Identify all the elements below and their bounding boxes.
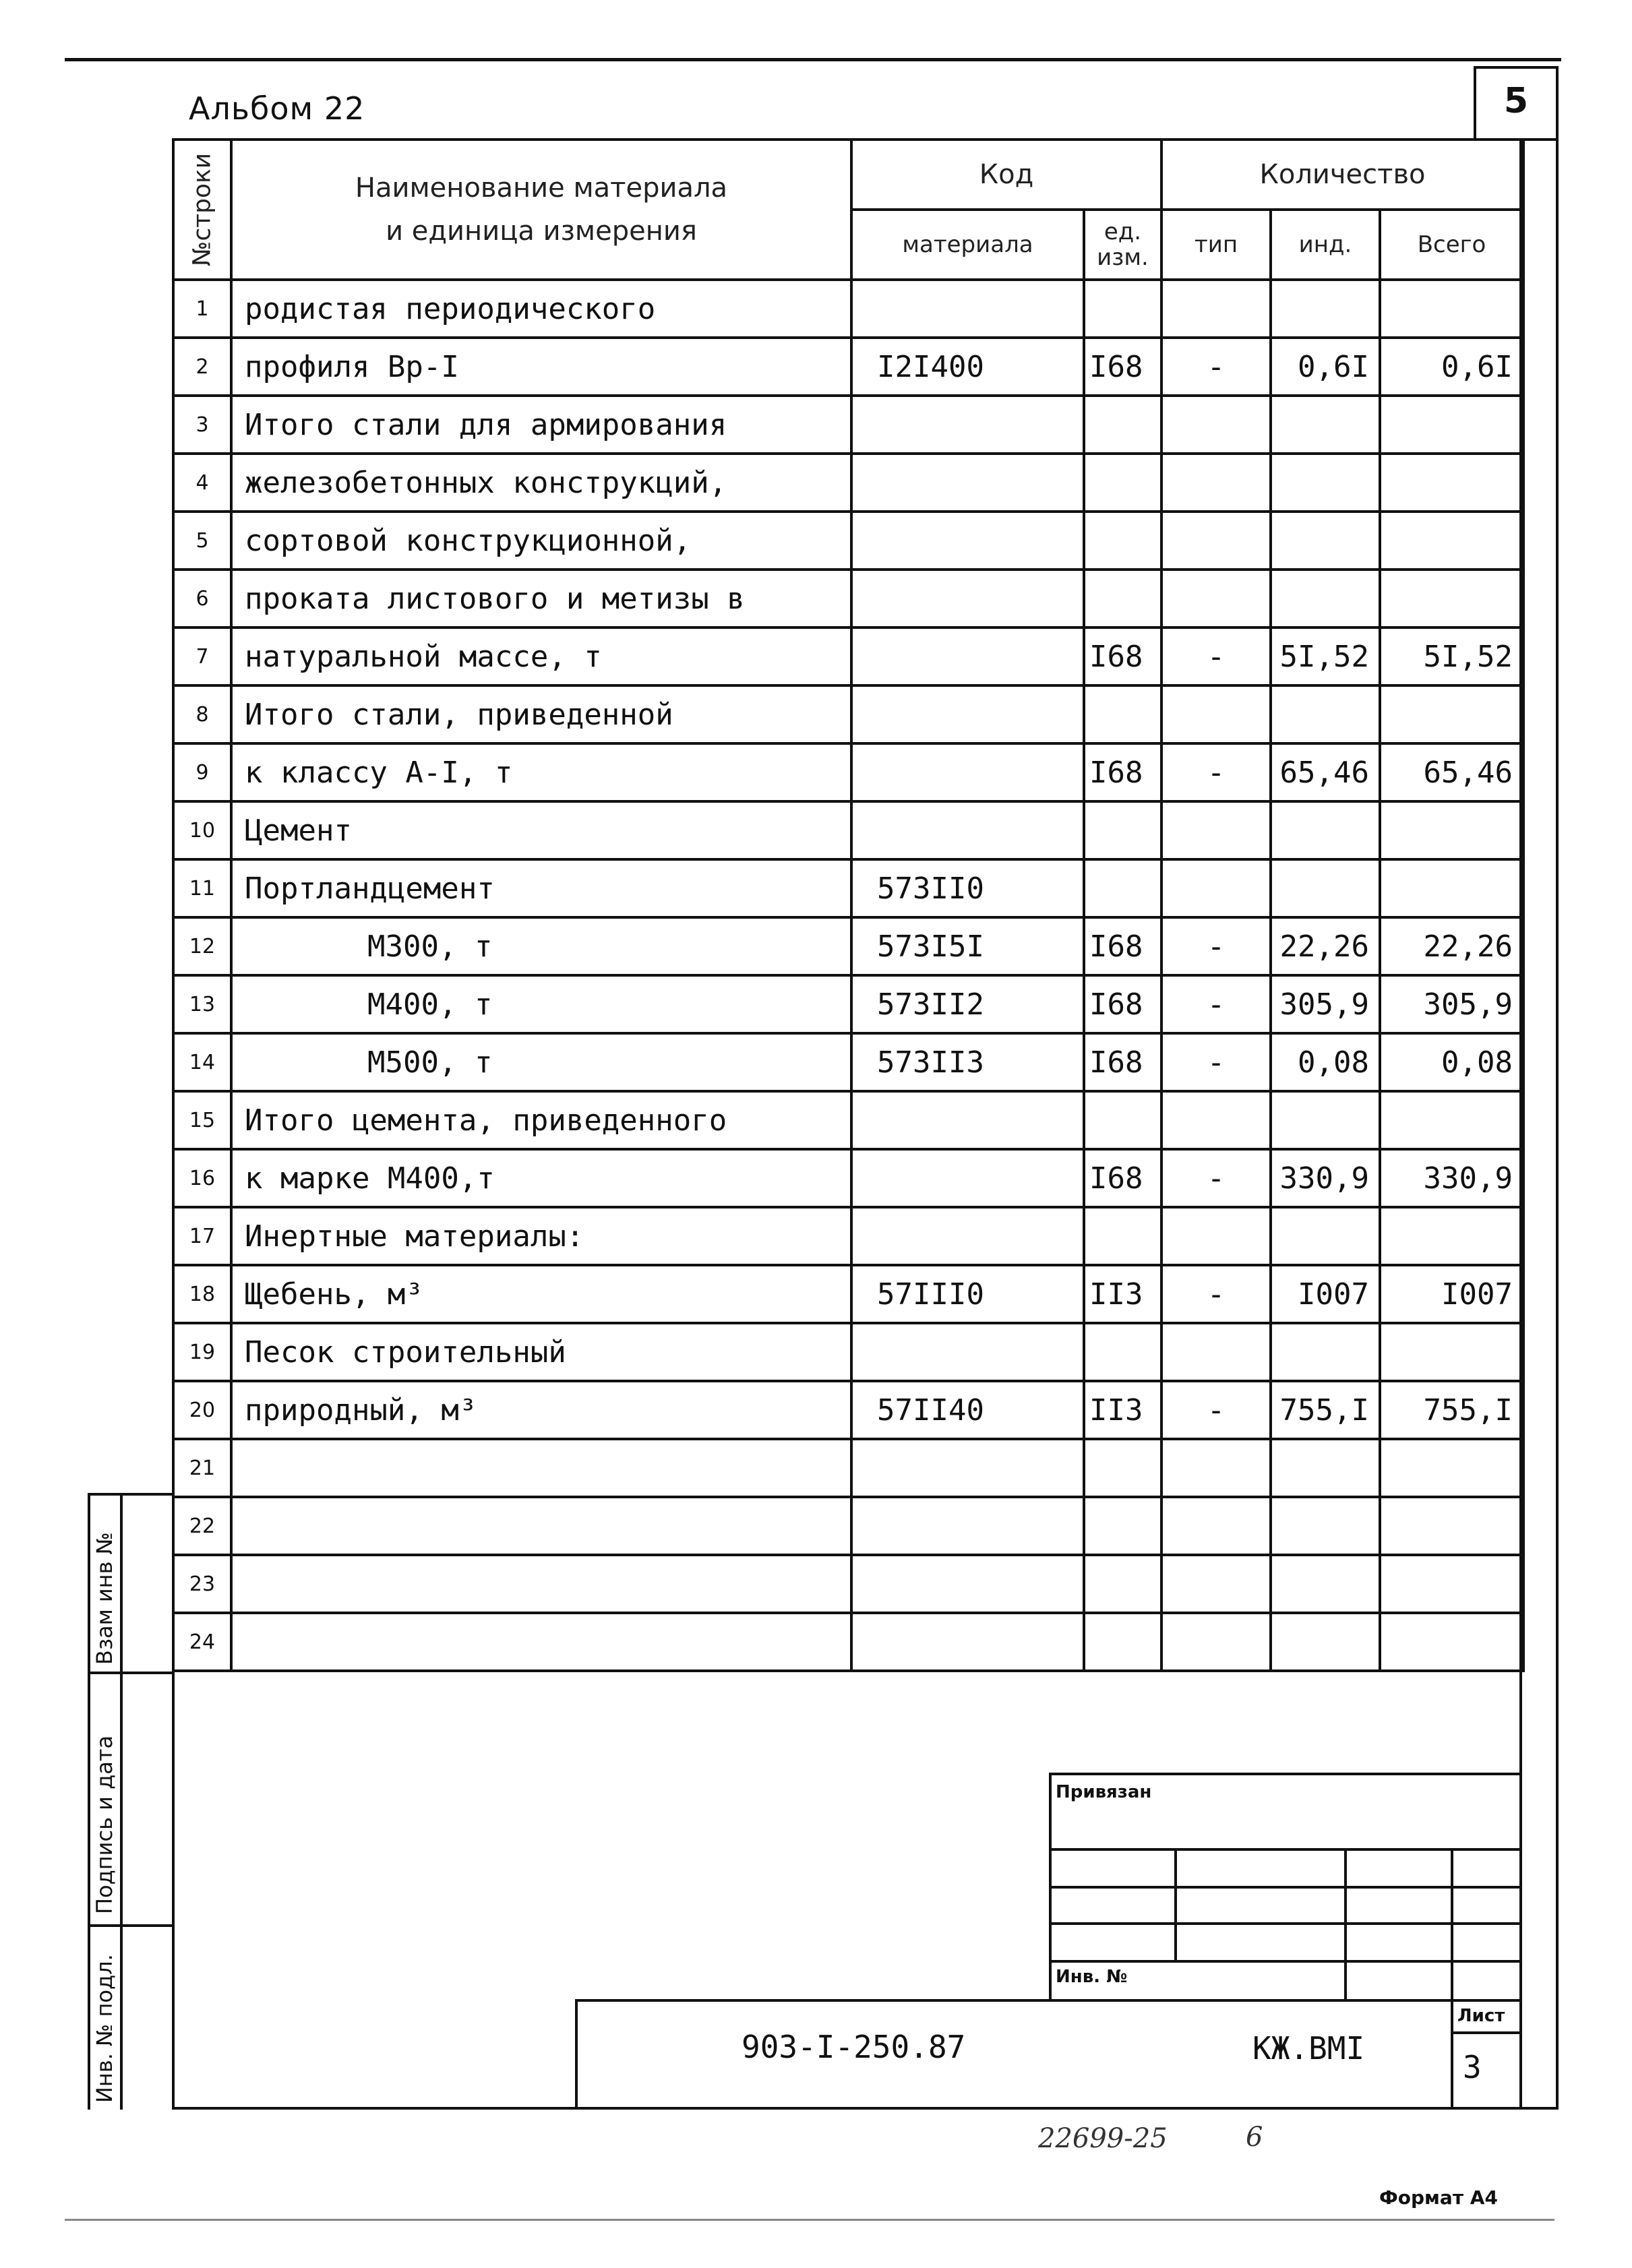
row-number-cell: 20 xyxy=(173,1381,231,1439)
qty-total-cell: 305,9 xyxy=(1380,975,1523,1033)
material-code-cell: 573II3 xyxy=(851,1033,1084,1091)
table-row xyxy=(173,743,1523,801)
table-row xyxy=(173,1033,1523,1091)
table-row xyxy=(173,917,1523,975)
qty-type-cell xyxy=(1161,280,1271,338)
unit-code-cell xyxy=(1084,1497,1161,1555)
material-name-cell: Щебень, м³ xyxy=(231,1265,851,1323)
qty-ind-cell xyxy=(1271,1555,1380,1613)
unit-code-cell xyxy=(1084,396,1161,454)
qty-ind-cell: 5I,52 xyxy=(1271,627,1380,685)
table-row xyxy=(173,1207,1523,1265)
qty-total-cell: 65,46 xyxy=(1380,743,1523,801)
table-row xyxy=(173,801,1523,859)
qty-type-cell xyxy=(1161,396,1271,454)
table-row xyxy=(173,1091,1523,1149)
unit-code-cell xyxy=(1084,1323,1161,1381)
table-row xyxy=(173,1439,1523,1497)
qty-type-cell xyxy=(1161,801,1271,859)
designation-block xyxy=(575,1999,1522,2110)
qty-total-cell: 330,9 xyxy=(1380,1149,1523,1207)
table-row xyxy=(173,1613,1523,1671)
row-number-cell: 12 xyxy=(173,917,231,975)
qty-type-cell: - xyxy=(1161,743,1271,801)
unit-code-cell: II3 xyxy=(1084,1381,1161,1439)
row-number-cell: 3 xyxy=(173,396,231,454)
header-code: Код xyxy=(851,140,1161,210)
material-name-cell: Итого цемента, приведенного xyxy=(231,1091,851,1149)
material-code-cell xyxy=(851,512,1084,570)
unit-code-cell: I68 xyxy=(1084,627,1161,685)
material-code-cell: 573II0 xyxy=(851,859,1084,917)
qty-type-cell xyxy=(1161,1439,1271,1497)
stamp-column-left-line xyxy=(88,1493,90,2110)
qty-ind-cell: 305,9 xyxy=(1271,975,1380,1033)
stamp-inv-podl: Инв. № подл. xyxy=(92,1954,117,2103)
binding-col-2 xyxy=(1344,1848,1347,2002)
table-row xyxy=(173,1497,1523,1555)
table-row xyxy=(173,1149,1523,1207)
qty-ind-cell xyxy=(1271,1497,1380,1555)
qty-total-cell xyxy=(1380,685,1523,743)
qty-total-cell: 0,08 xyxy=(1380,1033,1523,1091)
material-name-cell: сортовой конструкционной, xyxy=(231,512,851,570)
qty-total-cell xyxy=(1380,1207,1523,1265)
row-number-cell: 18 xyxy=(173,1265,231,1323)
qty-ind-cell: 65,46 xyxy=(1271,743,1380,801)
row-number-cell: 9 xyxy=(173,743,231,801)
qty-ind-cell xyxy=(1271,1091,1380,1149)
row-number-cell: 14 xyxy=(173,1033,231,1091)
list-col-line xyxy=(1451,1999,1453,2110)
material-name-cell xyxy=(231,1439,851,1497)
material-name-cell: профиля Вр-I xyxy=(231,338,851,396)
list-label: Лист xyxy=(1457,2006,1505,2026)
qty-ind-cell: 755,I xyxy=(1271,1381,1380,1439)
table-row xyxy=(173,570,1523,627)
row-number-cell: 19 xyxy=(173,1323,231,1381)
inv-no-label: Инв. № xyxy=(1056,1967,1128,1987)
header-qty-ind: инд. xyxy=(1271,210,1380,280)
materials-table xyxy=(172,138,1525,1672)
material-code-cell xyxy=(851,1207,1084,1265)
row-number-cell: 7 xyxy=(173,627,231,685)
header-qty-total: Всего xyxy=(1380,210,1523,280)
unit-code-cell: I68 xyxy=(1084,917,1161,975)
stamp-vzam-inv: Взам инв № xyxy=(92,1532,117,1665)
row-number-cell: 2 xyxy=(173,338,231,396)
qty-ind-cell xyxy=(1271,512,1380,570)
row-number-cell: 13 xyxy=(173,975,231,1033)
unit-code-cell xyxy=(1084,454,1161,512)
qty-type-cell: - xyxy=(1161,1381,1271,1439)
qty-ind-cell xyxy=(1271,454,1380,512)
qty-type-cell xyxy=(1161,570,1271,627)
header-qty-type: тип xyxy=(1161,210,1271,280)
unit-code-cell xyxy=(1084,570,1161,627)
qty-type-cell: - xyxy=(1161,338,1271,396)
material-code-cell xyxy=(851,685,1084,743)
frame-outer-right-line xyxy=(1556,138,1559,2110)
material-name-cell: природный, м³ xyxy=(231,1381,851,1439)
table-row xyxy=(173,512,1523,570)
material-name-cell: Песок строительный xyxy=(231,1323,851,1381)
unit-code-cell: I68 xyxy=(1084,743,1161,801)
material-name-cell: железобетонных конструкций, xyxy=(231,454,851,512)
material-name-cell xyxy=(231,1497,851,1555)
material-name-cell: проката листового и метизы в xyxy=(231,570,851,627)
material-code-cell xyxy=(851,1091,1084,1149)
material-code-cell xyxy=(851,1323,1084,1381)
material-code-cell xyxy=(851,570,1084,627)
header-row-number: №строки xyxy=(173,140,231,280)
row-number-cell: 10 xyxy=(173,801,231,859)
qty-total-cell: 5I,52 xyxy=(1380,627,1523,685)
qty-total-cell: 0,6I xyxy=(1380,338,1523,396)
stamp-column-mid-line xyxy=(120,1493,123,2110)
stamp-divider-1 xyxy=(88,1672,174,1674)
qty-ind-cell: 22,26 xyxy=(1271,917,1380,975)
qty-total-cell xyxy=(1380,1091,1523,1149)
qty-type-cell: - xyxy=(1161,1265,1271,1323)
unit-code-cell xyxy=(1084,685,1161,743)
material-name-cell: Итого стали для армирования xyxy=(231,396,851,454)
unit-code-cell xyxy=(1084,1091,1161,1149)
qty-ind-cell xyxy=(1271,570,1380,627)
qty-ind-cell xyxy=(1271,801,1380,859)
unit-code-cell: I68 xyxy=(1084,1033,1161,1091)
unit-code-cell xyxy=(1084,512,1161,570)
qty-total-cell: 755,I xyxy=(1380,1381,1523,1439)
material-code-cell: 57III0 xyxy=(851,1265,1084,1323)
material-code-cell xyxy=(851,743,1084,801)
material-name-cell: натуральной массе, т xyxy=(231,627,851,685)
qty-total-cell xyxy=(1380,454,1523,512)
table-row xyxy=(173,338,1523,396)
doc-mark: КЖ.ВМI xyxy=(1252,2030,1365,2066)
frame-top-rule xyxy=(65,58,1561,61)
header-quantity: Количество xyxy=(1161,140,1523,210)
material-code-cell xyxy=(851,1613,1084,1671)
list-number: 3 xyxy=(1463,2049,1482,2085)
material-name-cell: Инертные материалы: xyxy=(231,1207,851,1265)
material-code-cell xyxy=(851,1555,1084,1613)
row-number-cell: 1 xyxy=(173,280,231,338)
unit-code-cell: I68 xyxy=(1084,1149,1161,1207)
material-code-cell xyxy=(851,801,1084,859)
material-code-cell: 573I5I xyxy=(851,917,1084,975)
material-name-cell: М300, т xyxy=(231,917,851,975)
qty-type-cell: - xyxy=(1161,1033,1271,1091)
table-row xyxy=(173,1381,1523,1439)
row-number-cell: 15 xyxy=(173,1091,231,1149)
qty-ind-cell: 330,9 xyxy=(1271,1149,1380,1207)
unit-code-cell xyxy=(1084,1555,1161,1613)
row-number-cell: 21 xyxy=(173,1439,231,1497)
row-number-cell: 8 xyxy=(173,685,231,743)
qty-total-cell xyxy=(1380,1555,1523,1613)
qty-type-cell xyxy=(1161,512,1271,570)
row-number-cell: 5 xyxy=(173,512,231,570)
qty-type-cell xyxy=(1161,1323,1271,1381)
table-row xyxy=(173,396,1523,454)
qty-total-cell xyxy=(1380,280,1523,338)
qty-ind-cell xyxy=(1271,1207,1380,1265)
table-row xyxy=(173,685,1523,743)
material-name-cell xyxy=(231,1555,851,1613)
qty-type-cell xyxy=(1161,1555,1271,1613)
table-row xyxy=(173,627,1523,685)
qty-type-cell xyxy=(1161,1091,1271,1149)
material-code-cell xyxy=(851,1439,1084,1497)
qty-total-cell xyxy=(1380,512,1523,570)
material-name-cell: М500, т xyxy=(231,1033,851,1091)
unit-code-cell xyxy=(1084,859,1161,917)
qty-total-cell xyxy=(1380,1497,1523,1555)
material-name-cell: М400, т xyxy=(231,975,851,1033)
qty-ind-cell: 0,6I xyxy=(1271,338,1380,396)
sheet-number: 5 xyxy=(1503,81,1529,121)
row-number-cell: 6 xyxy=(173,570,231,627)
qty-type-cell xyxy=(1161,685,1271,743)
material-name-cell: Портландцемент xyxy=(231,859,851,917)
frame-corner xyxy=(1519,138,1559,141)
qty-type-cell: - xyxy=(1161,1149,1271,1207)
qty-type-cell: - xyxy=(1161,975,1271,1033)
row-number-cell: 24 xyxy=(173,1613,231,1671)
material-name-cell: Цемент xyxy=(231,801,851,859)
qty-total-cell xyxy=(1380,1613,1523,1671)
unit-code-cell xyxy=(1084,801,1161,859)
binding-col-1 xyxy=(1174,1848,1177,1960)
qty-total-cell xyxy=(1380,396,1523,454)
stamp-podpis-data: Подпись и дата xyxy=(92,1735,117,1914)
qty-ind-cell xyxy=(1271,280,1380,338)
handwritten-mark: 6 xyxy=(1246,2122,1263,2153)
unit-code-cell xyxy=(1084,1439,1161,1497)
qty-total-cell: I007 xyxy=(1380,1265,1523,1323)
qty-ind-cell xyxy=(1271,1439,1380,1497)
table-row xyxy=(173,454,1523,512)
row-number-cell: 22 xyxy=(173,1497,231,1555)
header-code-material: материала xyxy=(851,210,1084,280)
row-number-cell: 17 xyxy=(173,1207,231,1265)
qty-ind-cell xyxy=(1271,685,1380,743)
qty-ind-cell: I007 xyxy=(1271,1265,1380,1323)
material-code-cell: 573II2 xyxy=(851,975,1084,1033)
handwritten-number: 22699-25 xyxy=(1038,2123,1168,2154)
table-row xyxy=(173,1265,1523,1323)
unit-code-cell xyxy=(1084,280,1161,338)
unit-code-cell: I68 xyxy=(1084,975,1161,1033)
qty-type-cell xyxy=(1161,1207,1271,1265)
material-code-cell: I2I400 xyxy=(851,338,1084,396)
qty-total-cell xyxy=(1380,570,1523,627)
material-code-cell: 57II40 xyxy=(851,1381,1084,1439)
stamp-divider-2 xyxy=(88,1924,174,1927)
unit-code-cell xyxy=(1084,1613,1161,1671)
bottom-rule xyxy=(65,2219,1554,2221)
unit-code-cell: I68 xyxy=(1084,338,1161,396)
material-code-cell xyxy=(851,280,1084,338)
material-code-cell xyxy=(851,627,1084,685)
qty-total-cell: 22,26 xyxy=(1380,917,1523,975)
material-code-cell xyxy=(851,1497,1084,1555)
material-name-cell: родистая периодического xyxy=(231,280,851,338)
row-number-cell: 4 xyxy=(173,454,231,512)
header-material-name: Наименование материала и единица измерения xyxy=(231,140,851,280)
qty-type-cell xyxy=(1161,454,1271,512)
unit-code-cell: II3 xyxy=(1084,1265,1161,1323)
list-row-line xyxy=(1451,2031,1522,2034)
qty-total-cell xyxy=(1380,1323,1523,1381)
qty-ind-cell xyxy=(1271,859,1380,917)
qty-ind-cell xyxy=(1271,396,1380,454)
header-code-unit: ед. изм. xyxy=(1084,210,1161,280)
album-label: Альбом 22 xyxy=(189,90,365,127)
qty-total-cell xyxy=(1380,801,1523,859)
material-code-cell xyxy=(851,1149,1084,1207)
qty-type-cell xyxy=(1161,859,1271,917)
qty-ind-cell xyxy=(1271,1613,1380,1671)
doc-code: 903-I-250.87 xyxy=(742,2029,966,2065)
row-number-cell: 23 xyxy=(173,1555,231,1613)
qty-total-cell xyxy=(1380,859,1523,917)
privyazan-label: Привязан xyxy=(1056,1782,1152,1802)
qty-type-cell xyxy=(1161,1613,1271,1671)
material-name-cell: Итого стали, приведенной xyxy=(231,685,851,743)
qty-type-cell: - xyxy=(1161,917,1271,975)
qty-ind-cell: 0,08 xyxy=(1271,1033,1380,1091)
row-number-cell: 11 xyxy=(173,859,231,917)
material-name-cell: к классу А-I, т xyxy=(231,743,851,801)
qty-ind-cell xyxy=(1271,1323,1380,1381)
material-code-cell xyxy=(851,396,1084,454)
qty-total-cell xyxy=(1380,1439,1523,1497)
stamp-column-top xyxy=(88,1493,174,1496)
table-row xyxy=(173,1555,1523,1613)
qty-type-cell: - xyxy=(1161,627,1271,685)
row-number-cell: 16 xyxy=(173,1149,231,1207)
binding-col-3 xyxy=(1451,1848,1453,2002)
qty-type-cell xyxy=(1161,1497,1271,1555)
table-row xyxy=(173,975,1523,1033)
material-name-cell: к марке М400,т xyxy=(231,1149,851,1207)
table-row xyxy=(173,280,1523,338)
table-row xyxy=(173,859,1523,917)
unit-code-cell xyxy=(1084,1207,1161,1265)
format-label: Формат А4 xyxy=(1379,2186,1498,2209)
material-code-cell xyxy=(851,454,1084,512)
table-row xyxy=(173,1323,1523,1381)
material-name-cell xyxy=(231,1613,851,1671)
